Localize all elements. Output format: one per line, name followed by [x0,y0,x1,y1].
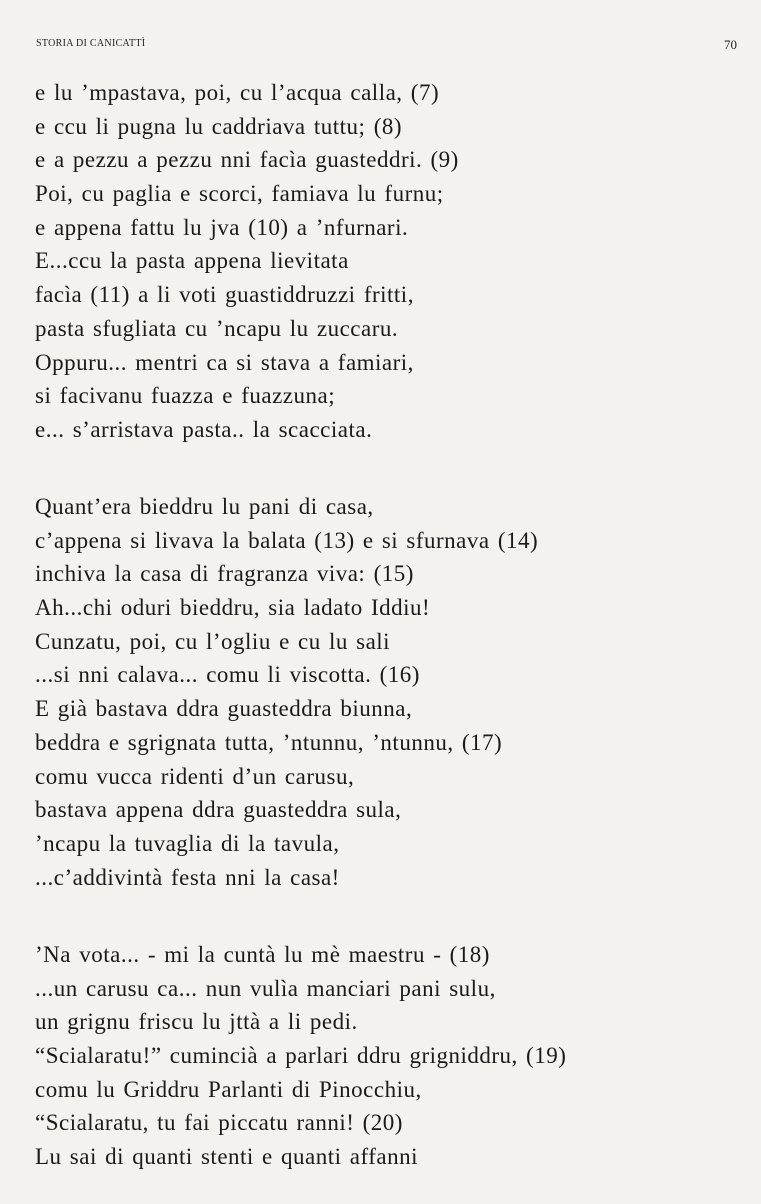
verse-line: comu lu Griddru Parlanti di Pinocchiu, [35,1076,422,1102]
verse-line: e ccu li pugna lu caddriava tuttu; (8) [35,113,403,139]
verse-line: E...ccu la pasta appena lievitata [35,248,349,274]
verse-line: Cunzatu, poi, cu l’ogliu e cu lu sali [35,628,391,654]
verse-line: ...un carusu ca... nun vulìa manciari pani sulu, [35,975,496,1001]
verse-line: Quant’era bieddru lu pani di casa, [35,494,374,519]
stanza-1 [35,76,459,447]
verse-line: “Scialaratu!” cumincià a parlari ddru grigniddru, (19) [35,1043,567,1069]
verse-line: e a pezzu a pezzu nni facìa guasteddri. (9) [35,147,459,173]
verse-line: E già bastava ddra guasteddra biunna, [35,696,413,722]
verse-line: c’appena si livava la balata (13) e si sfurnava (14) [35,527,539,553]
verse-line: Oppuru... mentri ca si stava a famiari, [35,349,414,375]
verse-line: Lu sai di quanti stenti e quanti affanni [35,1144,418,1170]
verse-line: ...c’addivintà festa nni la casa! [35,864,340,890]
verse-line: bastava appena ddra guasteddra sula, [35,797,402,823]
verse-line: si facivanu fuazza e fuazzuna; [35,383,336,409]
verse-line: e appena fattu lu jva (10) a ’nfurnari. [35,214,409,240]
verse-line: inchiva la casa di fragranza viva: (15) [35,561,414,587]
verse-line: comu vucca ridenti d’un carusu, [35,763,355,789]
running-title: STORIA DI CANICATTÌ [36,38,146,49]
verse-line: Poi, cu paglia e scorci, famiava lu furnu; [35,181,444,207]
verse-line: pasta sfugliata cu ’ncapu lu zuccaru. [35,315,399,341]
stanza-3 [35,938,566,1174]
verse-line: e... s’arristava pasta.. la scacciata. [35,416,373,442]
verse-line: e lu ’mpastava, poi, cu l’acqua calla, (7) [35,80,440,105]
verse-line: “Scialaratu, tu fai piccatu ranni! (20) [35,1110,403,1136]
verse-line: ...si nni calava... comu li viscotta. (16) [35,662,420,688]
stanza-2 [35,490,538,894]
verse-line: Ah...chi oduri bieddru, sia ladato Iddiu! [35,595,431,621]
page-number: 70 [724,37,737,52]
verse-line: un grignu friscu lu jttà a li pedi. [35,1009,358,1035]
verse-line: ’Na vota... - mi la cuntà lu mè maestru - (18) [35,942,490,967]
verse-line: beddra e sgrignata tutta, ’ntunnu, ’ntunnu, (17) [35,729,503,755]
verse-line: facìa (11) a li voti guastiddruzzi fritti, [35,282,414,308]
verse-line: ’ncapu la tuvaglia di la tavula, [35,830,340,856]
